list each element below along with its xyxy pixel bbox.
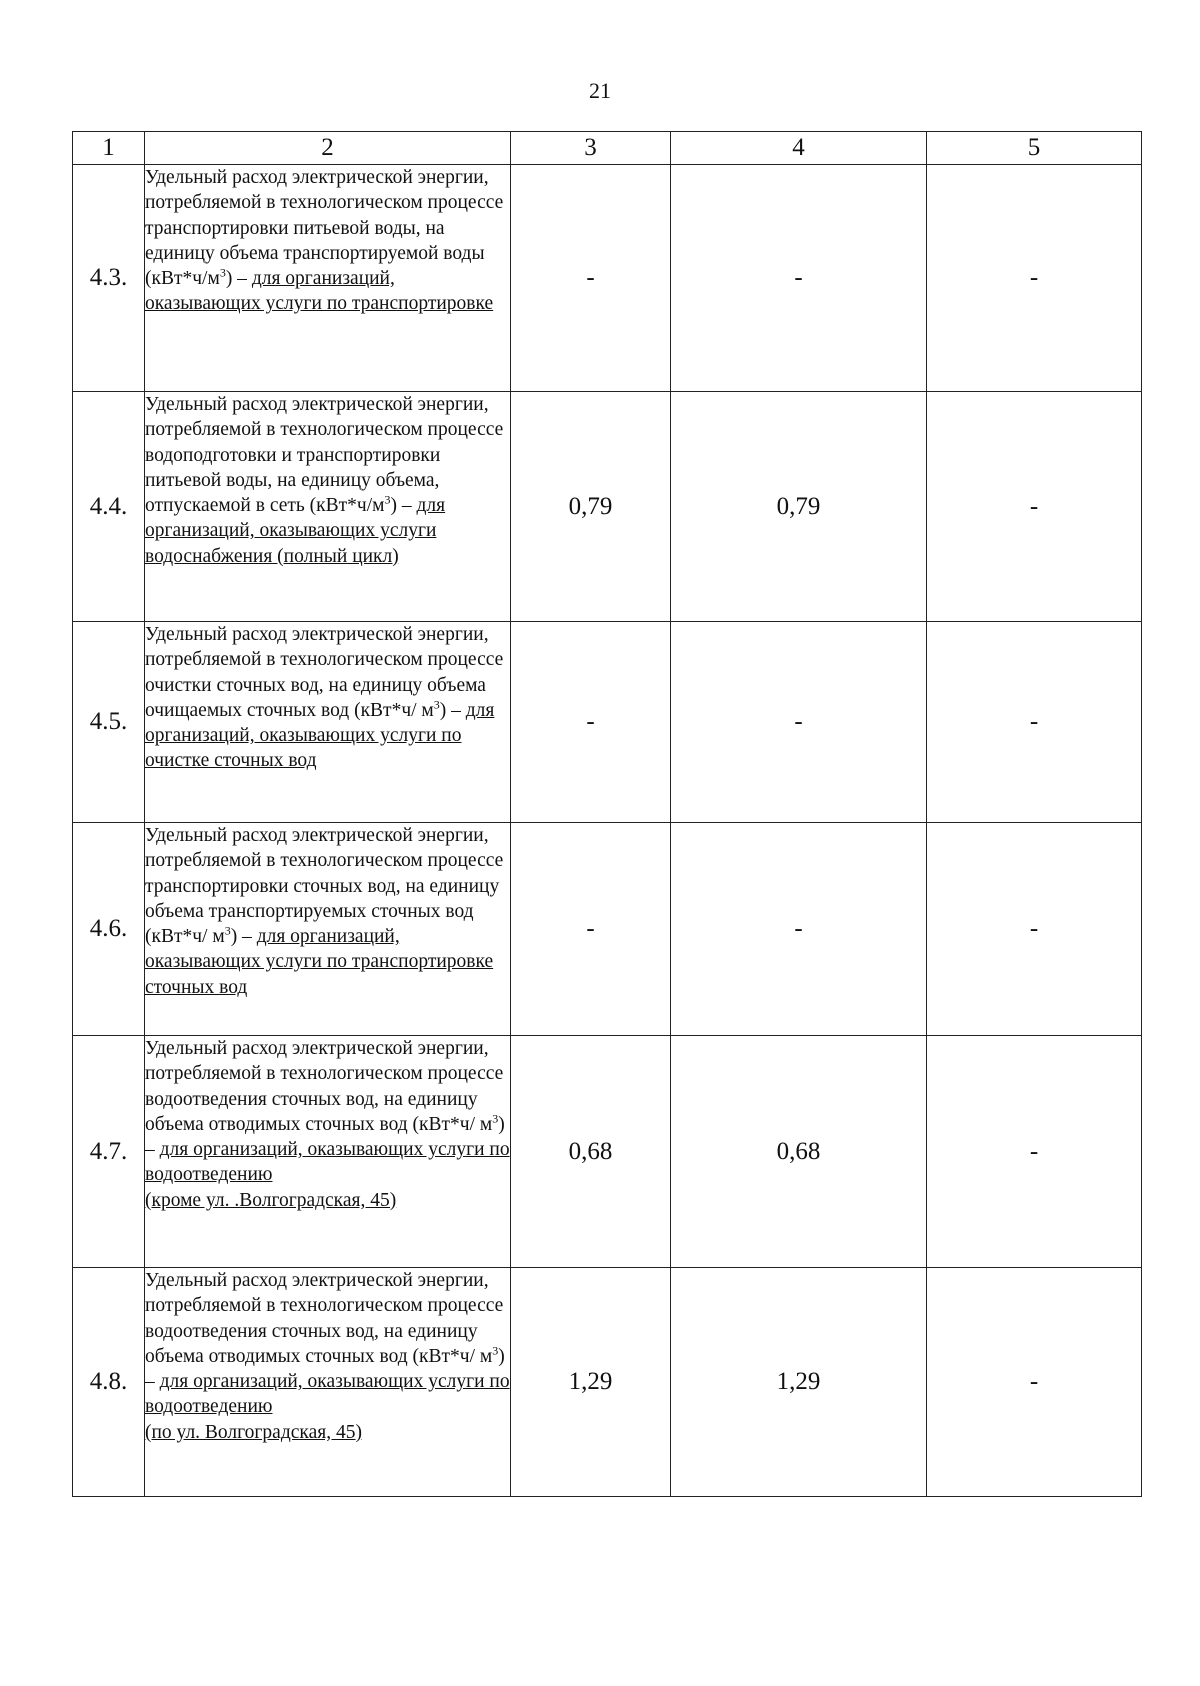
value-col-3: -	[511, 622, 671, 823]
indicator-description	[145, 1268, 511, 1497]
row-number: 4.6.	[73, 823, 145, 1036]
row-number: 4.5.	[73, 622, 145, 823]
description-address-note: (кроме ул. .Волгоградская, 45)	[145, 1189, 397, 1211]
description-text: Удельный расход электрической энергии, потребляемой в технологическом процессе водоподготовки и транспортировки питьевой воды, на единицу объема, отпускаемой в сеть (кВт*ч/м	[145, 394, 504, 517]
row-number: 4.7.	[73, 1036, 145, 1268]
row-number: 4.3.	[73, 165, 145, 392]
value-col-5: -	[927, 622, 1142, 823]
indicator-description	[145, 622, 511, 823]
value-col-3: -	[511, 165, 671, 392]
column-header-4: 4	[671, 132, 927, 165]
value-col-5: -	[927, 1268, 1142, 1497]
description-address-note: (по ул. Волгоградская, 45)	[145, 1421, 362, 1443]
superscript: 3	[384, 492, 391, 507]
value-col-3: 0,79	[511, 392, 671, 622]
description-underlined: для организаций, оказывающих услуги по транспортировке	[145, 268, 494, 315]
table-row	[73, 392, 1142, 622]
description-underlined: для организаций, оказывающих услуги по очистке сточных вод	[145, 699, 495, 772]
superscript: 3	[492, 1111, 499, 1126]
row-number: 4.8.	[73, 1268, 145, 1497]
indicator-description	[145, 392, 511, 622]
row-number: 4.4.	[73, 392, 145, 622]
table-row	[73, 1268, 1142, 1497]
value-col-4: -	[671, 165, 927, 392]
description-dash: ) –	[145, 1345, 505, 1393]
value-col-5: -	[927, 1036, 1142, 1268]
value-col-5: -	[927, 823, 1142, 1036]
value-col-4: 0,79	[671, 392, 927, 622]
column-header-5: 5	[927, 132, 1142, 165]
description-dash: ) –	[390, 495, 417, 517]
column-header-1: 1	[73, 132, 145, 165]
page-number: 21	[589, 78, 611, 103]
value-col-4: 0,68	[671, 1036, 927, 1268]
column-header-2: 2	[145, 132, 511, 165]
description-underlined: для организаций, оказывающих услуги по водоотведению	[145, 1371, 510, 1418]
value-col-3: 1,29	[511, 1268, 671, 1497]
superscript: 3	[219, 265, 226, 280]
description-underlined: для организаций, оказывающих услуги по водоотведению	[145, 1139, 510, 1186]
indicators-table	[72, 131, 1142, 1497]
table-row	[73, 823, 1142, 1036]
column-header-3: 3	[511, 132, 671, 165]
description-underlined: для организаций, оказывающих услуги по транспортировке сточных вод	[145, 926, 494, 998]
description-text: Удельный расход электрической энергии, потребляемой в технологическом процессе очистки сточных вод, на единицу объема очищаемых сточных вод (кВт*ч/ м	[145, 624, 504, 721]
description-text: Удельный расход электрической энергии, потребляемой в технологическом процессе транспортировки сточных вод, на единицу объема транспортируемых сточных вод (кВт*ч/ м	[145, 825, 504, 948]
header-row	[73, 132, 1142, 165]
table-row	[73, 622, 1142, 823]
value-col-4: -	[671, 622, 927, 823]
description-dash: ) –	[230, 926, 257, 948]
value-col-3: 0,68	[511, 1036, 671, 1268]
value-col-4: -	[671, 823, 927, 1036]
indicator-description	[145, 165, 511, 392]
description-dash: ) –	[145, 1113, 505, 1161]
description-text: Удельный расход электрической энергии, потребляемой в технологическом процессе транспортировки питьевой воды, на единицу объема транспортируемой воды (кВт*ч/м	[145, 167, 504, 290]
description-text: Удельный расход электрической энергии, потребляемой в технологическом процессе водоотведения сточных вод, на единицу объема отводимых сточных вод (кВт*ч/ м	[145, 1270, 504, 1367]
value-col-5: -	[927, 392, 1142, 622]
description-dash: ) –	[225, 268, 252, 290]
superscript: 3	[433, 697, 440, 712]
indicator-description	[145, 1036, 511, 1268]
description-text: Удельный расход электрической энергии, потребляемой в технологическом процессе водоотведения сточных вод, на единицу объема отводимых сточных вод (кВт*ч/ м	[145, 1038, 504, 1135]
indicator-description	[145, 823, 511, 1036]
table-row	[73, 165, 1142, 392]
superscript: 3	[492, 1343, 499, 1358]
value-col-4: 1,29	[671, 1268, 927, 1497]
value-col-5: -	[927, 165, 1142, 392]
superscript: 3	[224, 923, 231, 938]
description-underlined: для организаций, оказывающих услуги водоснабжения (полный цикл)	[145, 495, 446, 567]
description-dash: ) –	[439, 699, 466, 721]
value-col-3: -	[511, 823, 671, 1036]
table-row	[73, 1036, 1142, 1268]
